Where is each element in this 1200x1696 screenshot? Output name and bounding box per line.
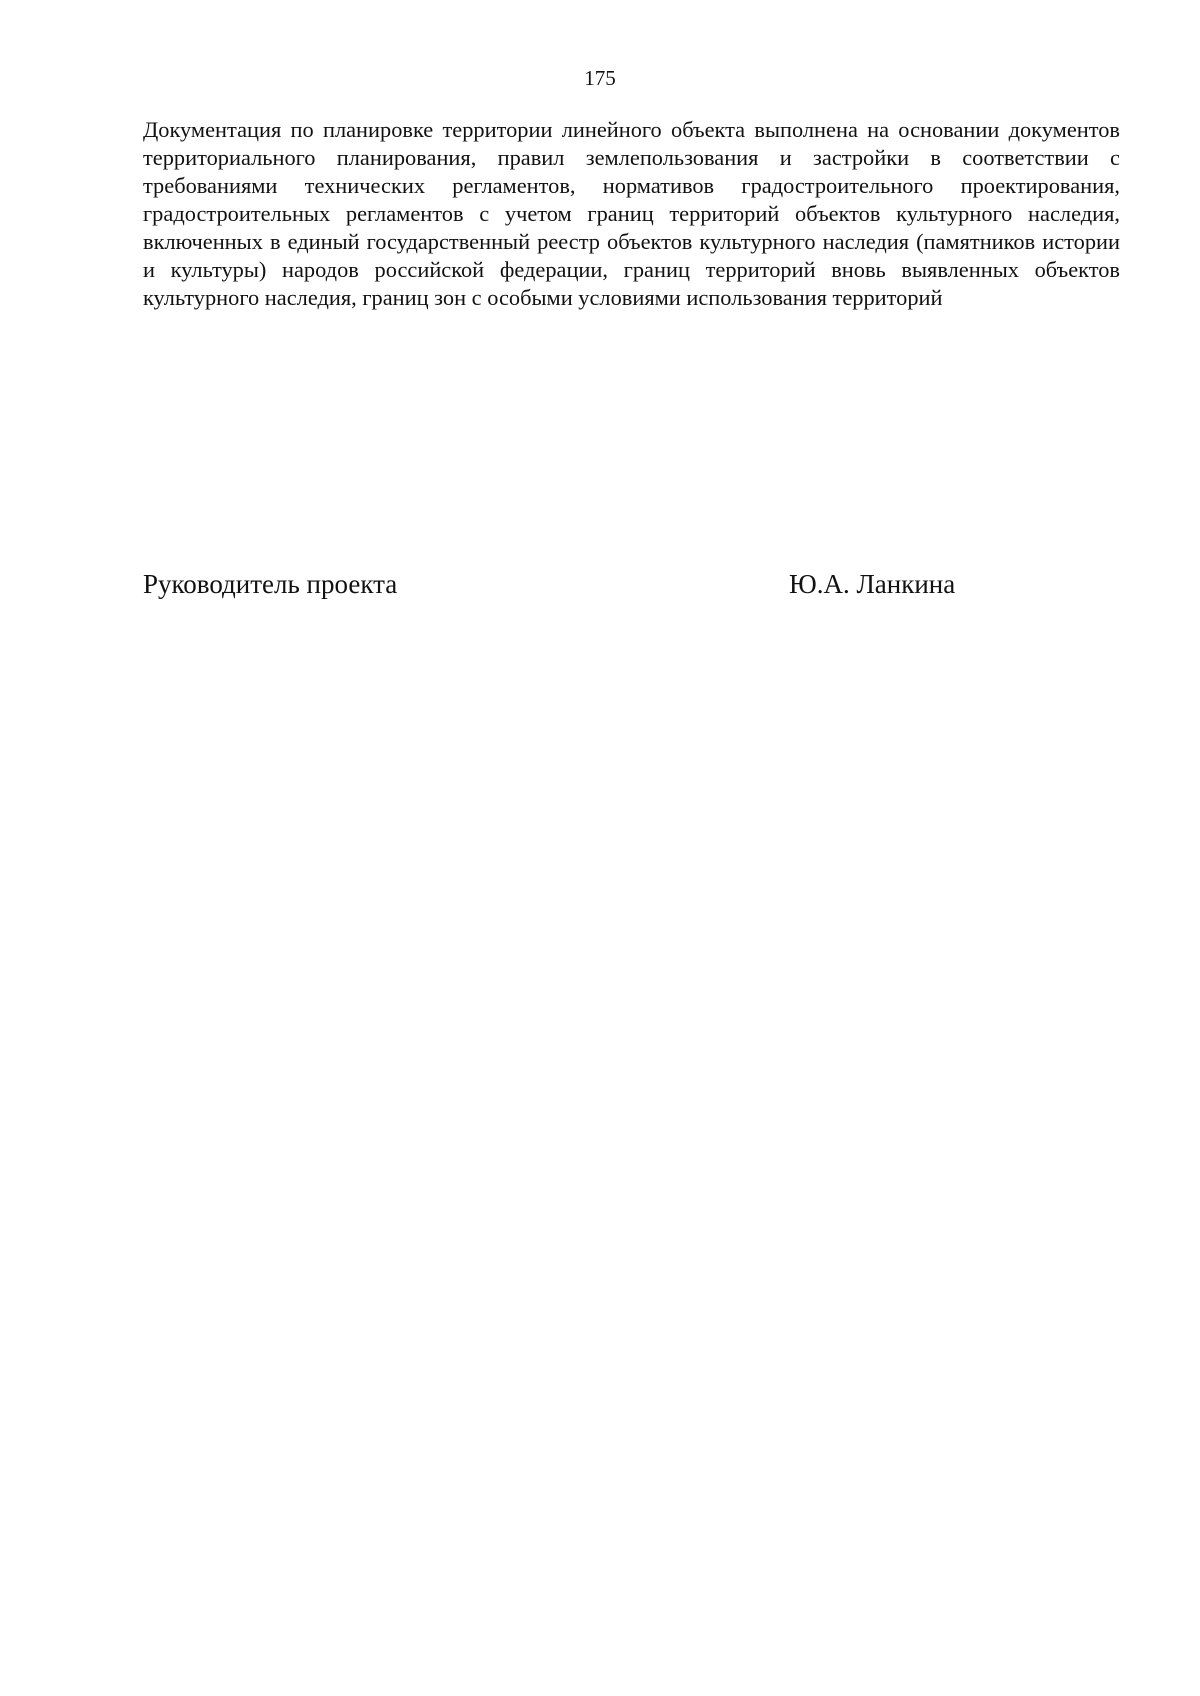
signature-title: Руководитель проекта (143, 569, 398, 599)
page-number: 175 (584, 66, 616, 90)
document-paragraph: Документация по планировке территории линейного объекта выполнена на основании документов территориального планирования, правил землепользования и застройки в соответствии с требованиями технических регламентов, нормативов градостроительного проектирования, градостроительных регламентов с учетом границ территорий объектов культурного наследия, включенных в единый государственный реестр объектов культурного наследия (памятников истории и культуры) народов российской федерации, границ территорий вновь выявленных объектов культурного наследия, границ зон с особыми условиями использования территорий (143, 117, 1120, 310)
signature-name: Ю.А. Ланкина (789, 569, 956, 599)
